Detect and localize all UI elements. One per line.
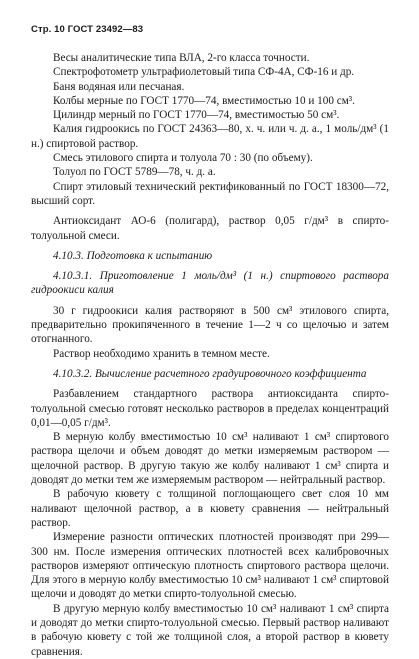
subsection-heading: 4.10.3.1. Приготовление 1 моль/дм³ (1 н.) спиртового раствора гидроокиси калия bbox=[31, 270, 389, 297]
paragraph: Калия гидроокись по ГОСТ 24363—80, х. ч. или ч. д. а., 1 моль/дм³ (1 н.) спиртовой раствор. bbox=[31, 123, 389, 150]
paragraph: Цилиндр мерный по ГОСТ 1770—74, вместимостью 50 см³. bbox=[53, 109, 340, 122]
paragraph: Измерение разности оптических плотностей производят при 299—300 нм. После измерения оптических плотностей всех калибровочных растворов измеряют оптическую плотность спиртового раствора щелочи. Для этого в мерную колбу вместимостью 10 см³ наливают 1 см³ спиртовой щелочи и доводят до метки спирто-толуольной смесью. bbox=[31, 531, 389, 601]
paragraph: Раствор необходимо хранить в темном месте. bbox=[53, 347, 270, 360]
paragraph: Спирт этиловый технический ректификованный по ГОСТ 18300—72, высший сорт. bbox=[31, 180, 389, 207]
paragraph: В другую мерную колбу вместимостью 10 см³ наливают 1 см³ спирта и доводят до метки спирто-толуольной смесью. Первый раствор наливают в рабочую кювету с той же толщиной слоя, а второй раствор в кювету сравнения. bbox=[31, 602, 389, 658]
paragraph: Спектрофотометр ультрафиолетовый типа СФ-4А, СФ-16 и др. bbox=[53, 66, 355, 79]
paragraph: Колбы мерные по ГОСТ 1770—74, вместимостью 10 и 100 см³. bbox=[53, 94, 355, 107]
paragraph: 30 г гидроокиси калия растворяют в 500 см³ этилового спирта, предварительно прокипяченного в течение 1—2 ч со щелочью и затем отогнанного. bbox=[31, 304, 389, 346]
section-heading: 4.10.3. Подготовка к испытанию bbox=[53, 249, 213, 262]
page-body bbox=[31, 51, 389, 659]
subsection-heading: 4.10.3.2. Вычисление расчетного градуировочного коэффициента bbox=[53, 367, 367, 380]
paragraph: Толуол по ГОСТ 5789—78, ч. д. а. bbox=[53, 166, 216, 179]
paragraph: В мерную колбу вместимостью 10 см³ наливают 1 см³ спиртового раствора щелочи и объем доводят до метки измеряемым раствором — щелочной раствор. В другую такую же колбу наливают 1 см³ спирта и доводят до метки тем же измеряемым раствором — нейтральный раствор. bbox=[31, 431, 389, 487]
paragraph: Антиоксидант АО-6 (полигард), раствор 0,05 г/дм³ в спирто-толуольной смеси. bbox=[31, 215, 389, 242]
page-header: Стр. 10 ГОСТ 23492—83 bbox=[31, 24, 144, 35]
paragraph: В рабочую кювету с толщиной поглощающего свет слоя 10 мм наливают щелочной раствор, а в кювету сравнения — нейтральный раствор. bbox=[31, 488, 389, 529]
paragraph: Смесь этилового спирта и толуола 70 : 30 (по объему). bbox=[53, 152, 313, 165]
paragraph: Весы аналитические типа ВЛА, 2-го класса точности. bbox=[53, 52, 310, 64]
paragraph: Разбавлением стандартного раствора антиоксиданта спирто-толуольной смесью готовят несколько растворов в пределах концентраций 0,01—0,05 г/дм³. bbox=[31, 388, 389, 429]
paragraph: Баня водяная или песчаная. bbox=[53, 80, 185, 93]
